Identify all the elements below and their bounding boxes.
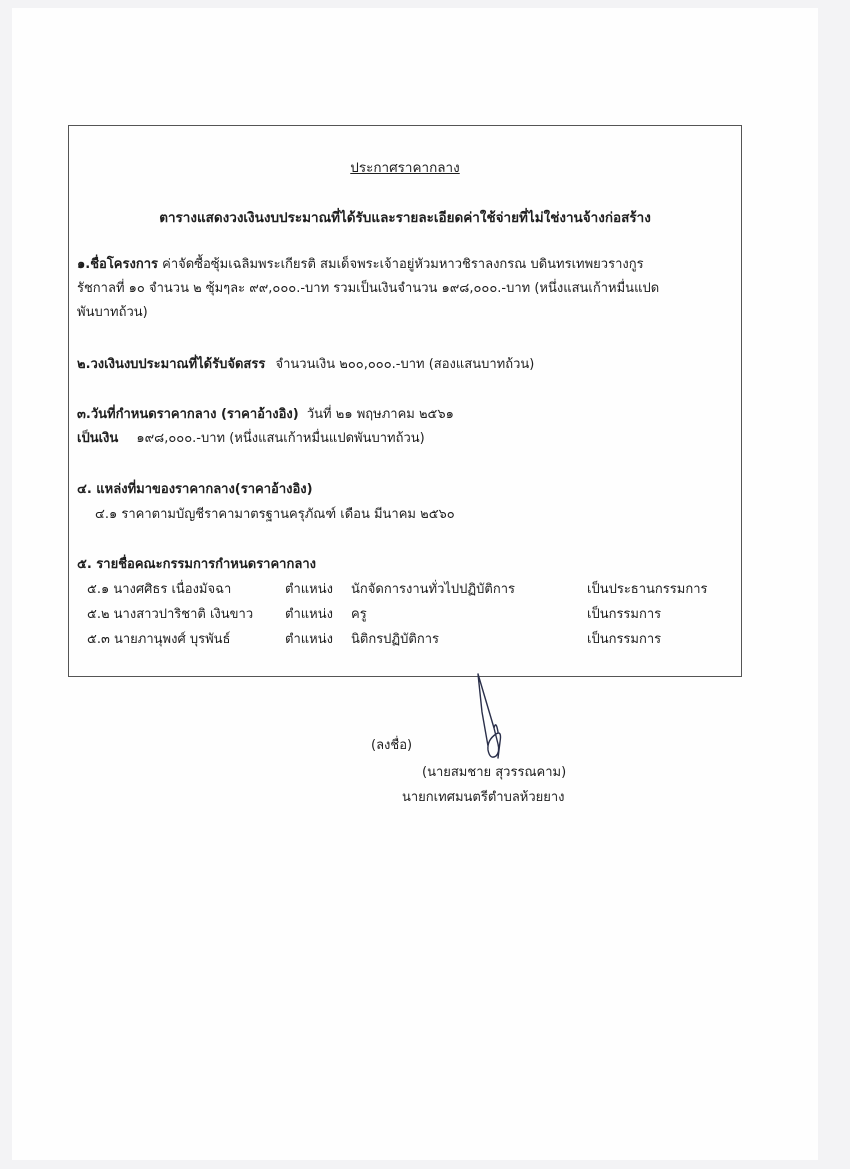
signatory-name: (นายสมชาย สุวรรณคาม) <box>422 765 567 780</box>
member-position: ครู <box>351 607 367 622</box>
member-role: เป็นกรรมการ <box>587 632 662 647</box>
price-source-item: ๔.๑ ราคาตามบัญชีราคามาตรฐานครุภัณฑ์ เดือน มีนาคม ๒๕๖๐ <box>95 507 455 522</box>
price-announcement-box <box>68 125 742 677</box>
reference-date-line <box>77 406 454 424</box>
member-role: เป็นประธานกรรมการ <box>587 582 708 597</box>
budget-line <box>77 356 534 374</box>
signatory-title: นายกเทศมนตรีตำบลห้วยยาง <box>402 790 565 805</box>
section4-label: ๔. แหล่งที่มาของราคากลาง(ราคาอ้างอิง) <box>77 482 313 497</box>
member-position-label: ตำแหน่ง <box>285 582 333 597</box>
section3-label: ๓.วันที่กำหนดราคากลาง (ราคาอ้างอิง) <box>77 407 299 422</box>
member-position: นักจัดการงานทั่วไปปฏิบัติการ <box>351 582 515 597</box>
member-name: ๕.๒ นางสาวปาริชาติ เงินขาว <box>87 607 254 622</box>
sign-label: (ลงชื่อ) <box>371 738 413 753</box>
announcement-subtitle: ตารางแสดงวงเงินงบประมาณที่ได้รับและรายละเอียดค่าใช้จ่ายที่ไม่ใช่งานจ้างก่อสร้าง <box>159 210 651 226</box>
section2-label: ๒.วงเงินงบประมาณที่ได้รับจัดสรร <box>77 357 266 372</box>
member-name: ๕.๑ นางศศิธร เนื่องมัจฉา <box>87 582 232 597</box>
amount-label: เป็นเงิน <box>77 431 119 446</box>
member-name: ๕.๓ นายภานุพงศ์ บุรพันธ์ <box>87 632 231 647</box>
section5-label: ๕. รายชื่อคณะกรรมการกำหนดราคากลาง <box>77 557 316 572</box>
project-name-text: ค่าจัดซื้อซุ้มเฉลิมพระเกียรติ สมเด็จพระเจ้าอยู่หัวมหาวชิราลงกรณ บดินทรเทพยวรางกูร <box>162 257 644 272</box>
member-position-label: ตำแหน่ง <box>285 632 333 647</box>
member-position-label: ตำแหน่ง <box>285 607 333 622</box>
project-detail-line: รัชกาลที่ ๑๐ จำนวน ๒ ซุ้มๆละ ๙๙,๐๐๐.-บาท รวมเป็นเงินจำนวน ๑๙๘,๐๐๐.-บาท (หนึ่งแสนเก้าหมื่นแปด <box>77 281 660 296</box>
announcement-title: ประกาศราคากลาง <box>350 160 460 176</box>
member-position: นิติกรปฏิบัติการ <box>351 632 440 647</box>
project-detail-line-end: พันบาทถ้วน) <box>77 305 148 320</box>
reference-date: วันที่ ๒๑ พฤษภาคม ๒๕๖๑ <box>306 407 454 422</box>
reference-amount: ๑๙๘,๐๐๐.-บาท (หนึ่งแสนเก้าหมื่นแปดพันบาทถ้วน) <box>136 431 425 446</box>
budget-value: จำนวนเงิน ๒๐๐,๐๐๐.-บาท (สองแสนบาทถ้วน) <box>275 357 535 372</box>
reference-amount-line <box>77 430 425 448</box>
member-role: เป็นกรรมการ <box>587 607 662 622</box>
section1-label: ๑.ชื่อโครงการ <box>77 257 158 272</box>
handwritten-signature-icon <box>470 672 520 762</box>
project-name-line <box>77 256 644 274</box>
